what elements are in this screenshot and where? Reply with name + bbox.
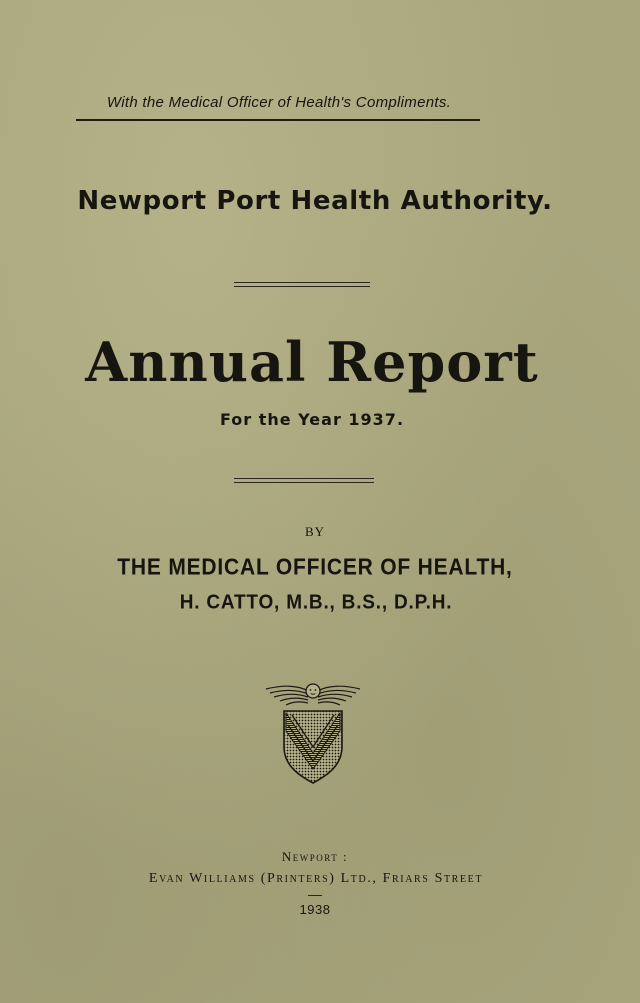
officer-name: H. CATTO, M.B., B.S., D.P.H.: [179, 591, 453, 614]
officer-title: THE MEDICAL OFFICER OF HEALTH,: [117, 555, 513, 580]
report-year: For the Year 1937.: [219, 410, 405, 429]
compliments-underline: [76, 119, 480, 121]
imprint-printer: Evan Williams (Printers) Ltd., Friars Street: [148, 871, 484, 886]
imprint-divider: [308, 895, 322, 896]
by-label: BY: [304, 524, 326, 539]
winged-shield-crest-icon: [262, 677, 364, 785]
divider-top: [234, 282, 370, 287]
imprint-year: 1938: [299, 902, 331, 917]
report-title: Annual Report: [85, 330, 539, 394]
divider-bottom: [234, 478, 374, 483]
authority-title: Newport Port Health Authority.: [77, 186, 553, 216]
compliments-line: With the Medical Officer of Health's Compliments.: [106, 94, 452, 111]
imprint-place: Newport :: [281, 849, 349, 864]
